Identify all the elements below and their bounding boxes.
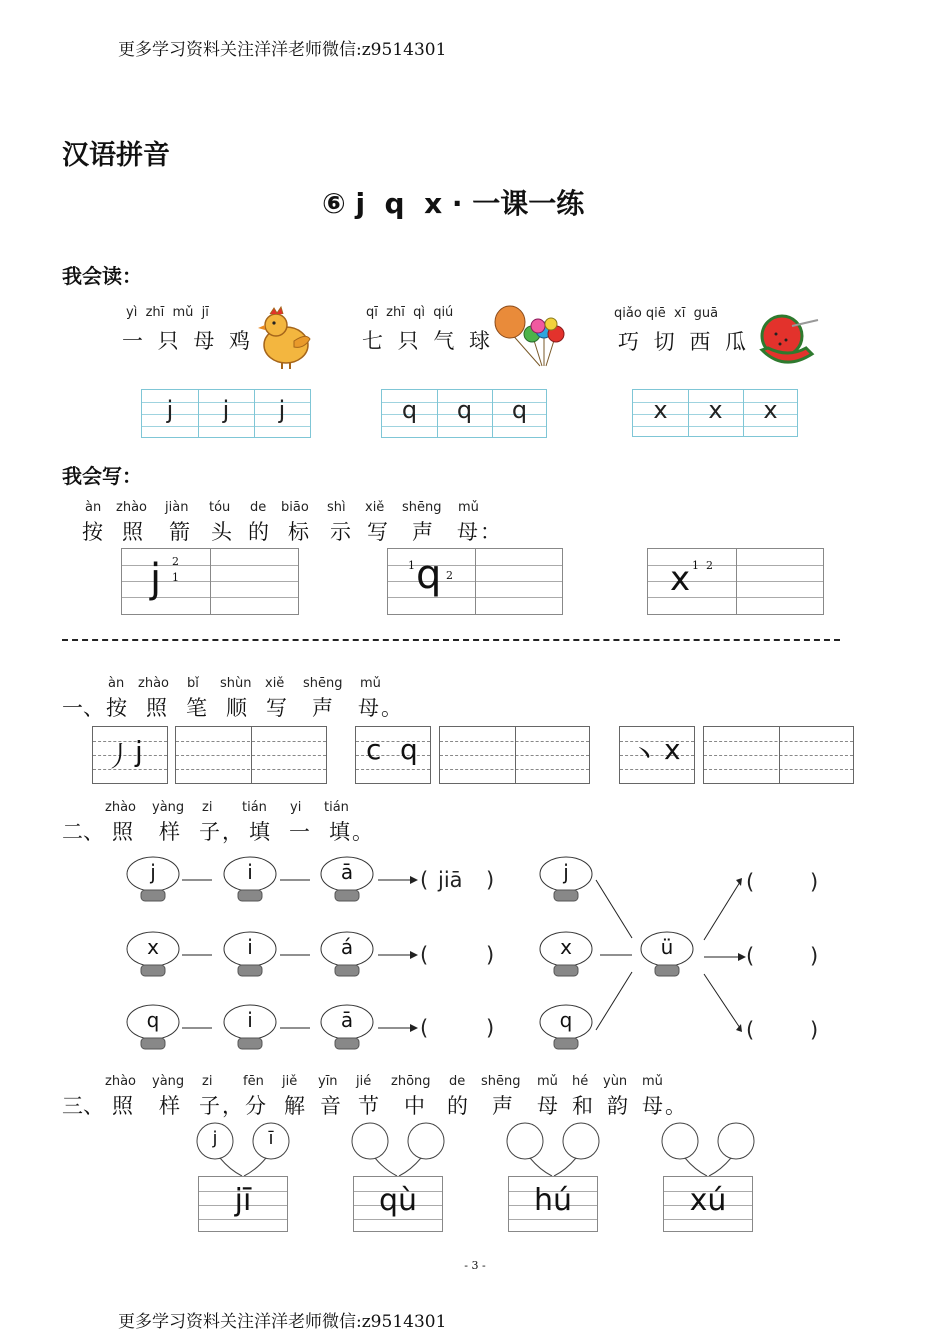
write-grid-x bbox=[647, 548, 824, 615]
char: 顺 bbox=[226, 696, 249, 720]
mushroom-letter: ā bbox=[340, 860, 354, 884]
mushroom-card bbox=[126, 856, 180, 902]
stroke-num: 2 bbox=[446, 569, 453, 582]
pinyin: bǐ bbox=[187, 676, 199, 691]
page-number: - 3 - bbox=[464, 1259, 486, 1272]
mushroom-card bbox=[320, 1004, 374, 1050]
read-chinese-3: 巧 切 西 瓜 bbox=[618, 330, 751, 354]
char: 音 bbox=[320, 1094, 343, 1118]
q1-stroke: 丶 bbox=[630, 738, 659, 771]
mushroom-letter: ā bbox=[340, 1008, 354, 1032]
q1-sample-x bbox=[619, 726, 695, 784]
stroke-letter-q: q bbox=[416, 552, 442, 598]
pinyin: yàng bbox=[152, 800, 185, 815]
char: 中 bbox=[404, 1094, 427, 1118]
syllable-text: qù bbox=[378, 1183, 418, 1218]
answer-open-paren: ( bbox=[420, 868, 429, 892]
read-letter: q bbox=[511, 396, 528, 424]
read-grid-2 bbox=[381, 389, 547, 438]
mushroom-letter: ü bbox=[660, 935, 674, 959]
char: 样 bbox=[159, 1094, 182, 1118]
char: 子， bbox=[199, 1094, 245, 1118]
pinyin: zhōng bbox=[391, 1074, 431, 1089]
char: 母： bbox=[457, 520, 503, 544]
q3-item bbox=[506, 1122, 600, 1232]
pinyin: zhào bbox=[105, 800, 136, 815]
q3-number: 三、 bbox=[62, 1094, 104, 1118]
write-grid-q bbox=[387, 548, 563, 615]
read-letter: x bbox=[653, 396, 668, 424]
answer-close-paren: ) bbox=[810, 870, 819, 894]
read-pinyin-2: qī zhī qì qiú bbox=[366, 305, 454, 320]
char: 箭 bbox=[169, 520, 192, 544]
read-letter: j bbox=[166, 396, 174, 424]
pinyin: zhào bbox=[138, 676, 169, 691]
stroke-num: 2 bbox=[706, 559, 713, 572]
pinyin: xiě bbox=[265, 676, 285, 691]
mushroom-letter: q bbox=[146, 1008, 160, 1032]
stroke-num: 2 bbox=[172, 555, 179, 568]
char: 写 bbox=[266, 696, 289, 720]
pinyin: jiě bbox=[282, 1074, 298, 1089]
read-pinyin-1: yì zhī mǔ jī bbox=[126, 305, 209, 320]
read-pinyin-3: qiǎo qiē xī guā bbox=[614, 306, 719, 321]
pinyin: yùn bbox=[603, 1074, 628, 1089]
pinyin: tián bbox=[324, 800, 349, 815]
mushroom-card bbox=[320, 856, 374, 902]
pinyin: de bbox=[250, 500, 267, 515]
answer-close-paren: ) bbox=[486, 1016, 495, 1040]
read-letter: j bbox=[278, 396, 286, 424]
answer-open-paren: ( bbox=[420, 943, 429, 967]
char: 韵 bbox=[607, 1094, 630, 1118]
syllable-box bbox=[663, 1176, 753, 1232]
pinyin: biāo bbox=[281, 500, 309, 515]
q1-instruction bbox=[62, 676, 422, 720]
q3-item bbox=[196, 1122, 290, 1232]
stroke-letter-x: x bbox=[670, 559, 691, 599]
pinyin: zhào bbox=[105, 1074, 136, 1089]
read-letter: q bbox=[401, 396, 418, 424]
q3-item bbox=[661, 1122, 755, 1232]
char: 照 bbox=[112, 1094, 135, 1118]
stroke-num: 1 bbox=[408, 559, 415, 572]
lesson-title: ⑥ j q x · 一课一练 bbox=[322, 187, 585, 220]
q1-sample-j bbox=[92, 726, 168, 784]
char: 母。 bbox=[642, 1094, 688, 1118]
char: 按 bbox=[106, 696, 129, 720]
answer-close-paren: ) bbox=[810, 944, 819, 968]
pinyin: yi bbox=[290, 800, 302, 815]
pinyin: àn bbox=[108, 676, 125, 691]
balloon-pair-icon bbox=[351, 1122, 445, 1182]
char: 节 bbox=[358, 1094, 381, 1118]
mushroom-card-center bbox=[640, 931, 694, 977]
mushroom-card bbox=[223, 856, 277, 902]
mushroom-card bbox=[539, 856, 593, 902]
char: 的 bbox=[248, 520, 271, 544]
q2-answer[interactable]: jiā bbox=[438, 868, 463, 892]
char: 声 bbox=[492, 1094, 515, 1118]
pinyin: mǔ bbox=[360, 676, 381, 691]
write-grid-j bbox=[121, 548, 299, 615]
balloon-pair-icon bbox=[506, 1122, 600, 1182]
syllable-text: jī bbox=[234, 1183, 252, 1218]
char: 一 bbox=[289, 820, 312, 844]
answer-open-paren: ( bbox=[746, 944, 755, 968]
mushroom-letter: x bbox=[560, 935, 572, 959]
watermelon-picture bbox=[756, 312, 822, 370]
read-letter: x bbox=[763, 396, 778, 424]
pinyin: mǔ bbox=[537, 1074, 558, 1089]
answer-open-paren: ( bbox=[746, 1018, 755, 1042]
balloons-picture bbox=[492, 304, 574, 370]
mushroom-letter: q bbox=[559, 1008, 573, 1032]
pinyin: jié bbox=[356, 1074, 372, 1089]
pinyin: shēng bbox=[303, 676, 343, 691]
char: 写 bbox=[367, 520, 390, 544]
pinyin: àn bbox=[85, 500, 102, 515]
pinyin: tóu bbox=[209, 500, 231, 515]
mushroom-letter: i bbox=[247, 935, 253, 959]
q1-practice-j[interactable] bbox=[175, 726, 327, 784]
q1-letter: x bbox=[664, 733, 681, 766]
write-instruction bbox=[82, 500, 522, 544]
stroke-letter-j: j bbox=[150, 556, 162, 602]
q2-number: 二、 bbox=[62, 820, 104, 844]
char: 样 bbox=[159, 820, 182, 844]
mushroom-letter: x bbox=[147, 935, 159, 959]
q1-sample-q bbox=[355, 726, 431, 784]
pinyin: shēng bbox=[402, 500, 442, 515]
answer-open-paren: ( bbox=[420, 1016, 429, 1040]
pinyin: yàng bbox=[152, 1074, 185, 1089]
read-chinese-2: 七 只 气 球 bbox=[362, 329, 495, 353]
mushroom-card bbox=[539, 931, 593, 977]
watermark-top: 更多学习资料关注洋洋老师微信:z9514301 bbox=[118, 40, 447, 60]
answer-close-paren: ) bbox=[810, 1018, 819, 1042]
char: 子， bbox=[199, 820, 245, 844]
char: 母 bbox=[537, 1094, 560, 1118]
char: 分 bbox=[245, 1094, 268, 1118]
mushroom-card bbox=[223, 931, 277, 977]
read-chinese-1: 一 只 母 鸡 bbox=[122, 329, 255, 353]
q3-instruction bbox=[62, 1074, 702, 1118]
char: 照 bbox=[122, 520, 145, 544]
answer-close-paren: ) bbox=[486, 943, 495, 967]
balloon-left-answer[interactable]: j bbox=[212, 1128, 218, 1149]
pinyin: shì bbox=[327, 500, 346, 515]
write-label: 我会写： bbox=[62, 464, 142, 488]
balloon-pair-icon bbox=[661, 1122, 755, 1182]
read-letter: q bbox=[456, 396, 473, 424]
syllable-text: hú bbox=[533, 1183, 573, 1218]
mushroom-letter: j bbox=[150, 860, 156, 884]
pinyin: mǔ bbox=[458, 500, 479, 515]
pinyin: yīn bbox=[318, 1074, 338, 1089]
read-letter: x bbox=[708, 396, 723, 424]
read-grid-1 bbox=[141, 389, 311, 438]
q1-number: 一、 bbox=[62, 696, 104, 720]
pinyin: fēn bbox=[243, 1074, 264, 1089]
mushroom-letter: j bbox=[563, 860, 569, 884]
pinyin: zi bbox=[202, 1074, 213, 1089]
mushroom-letter: i bbox=[247, 860, 253, 884]
pinyin: de bbox=[449, 1074, 466, 1089]
q1-letter: j bbox=[135, 735, 143, 768]
char: 和 bbox=[572, 1094, 595, 1118]
mushroom-card bbox=[223, 1004, 277, 1050]
pinyin: tián bbox=[242, 800, 267, 815]
char: 声 bbox=[312, 696, 335, 720]
char: 填 bbox=[249, 820, 272, 844]
pinyin: hé bbox=[572, 1074, 589, 1089]
q3-item bbox=[351, 1122, 445, 1232]
answer-open-paren: ( bbox=[746, 870, 755, 894]
pinyin: jiàn bbox=[165, 500, 189, 515]
pinyin: xiě bbox=[365, 500, 385, 515]
section-divider bbox=[62, 639, 840, 641]
q1-practice-x[interactable] bbox=[703, 726, 854, 784]
pinyin: shùn bbox=[220, 676, 252, 691]
pinyin: zi bbox=[202, 800, 213, 815]
mushroom-letter: á bbox=[340, 935, 354, 959]
mushroom-card bbox=[126, 931, 180, 977]
char: 解 bbox=[284, 1094, 307, 1118]
pinyin: shēng bbox=[481, 1074, 521, 1089]
mushroom-letter: i bbox=[247, 1008, 253, 1032]
watermark-bottom: 更多学习资料关注洋洋老师微信:z9514301 bbox=[118, 1312, 447, 1332]
syllable-box bbox=[353, 1176, 443, 1232]
mushroom-card bbox=[126, 1004, 180, 1050]
syllable-box bbox=[198, 1176, 288, 1232]
section-title: 汉语拼音 bbox=[62, 140, 170, 171]
q1-stroke: c bbox=[366, 733, 382, 766]
q1-stroke: 丿 bbox=[105, 740, 134, 773]
syllable-text: xú bbox=[689, 1183, 727, 1218]
char: 示 bbox=[330, 520, 353, 544]
read-letter: j bbox=[222, 396, 230, 424]
syllable-box bbox=[508, 1176, 598, 1232]
answer-close-paren: ) bbox=[486, 868, 495, 892]
char: 头 bbox=[211, 520, 234, 544]
stroke-num: 1 bbox=[692, 559, 699, 572]
pinyin: mǔ bbox=[642, 1074, 663, 1089]
q1-letter: q bbox=[400, 733, 418, 766]
balloon-right-answer[interactable]: ī bbox=[268, 1128, 274, 1149]
char: 填。 bbox=[329, 820, 375, 844]
hen-picture bbox=[254, 305, 314, 369]
char: 照 bbox=[146, 696, 169, 720]
read-label: 我会读： bbox=[62, 264, 142, 288]
char: 声 bbox=[412, 520, 435, 544]
mushroom-card bbox=[320, 931, 374, 977]
char: 照 bbox=[112, 820, 135, 844]
char: 笔 bbox=[186, 696, 209, 720]
char: 标 bbox=[288, 520, 311, 544]
char: 母。 bbox=[358, 696, 404, 720]
stroke-num: 1 bbox=[172, 571, 179, 584]
char: 按 bbox=[82, 520, 105, 544]
mushroom-card bbox=[539, 1004, 593, 1050]
char: 的 bbox=[447, 1094, 470, 1118]
q1-practice-q[interactable] bbox=[439, 726, 590, 784]
read-grid-3 bbox=[632, 389, 798, 437]
q2-instruction bbox=[62, 800, 402, 844]
pinyin: zhào bbox=[116, 500, 147, 515]
